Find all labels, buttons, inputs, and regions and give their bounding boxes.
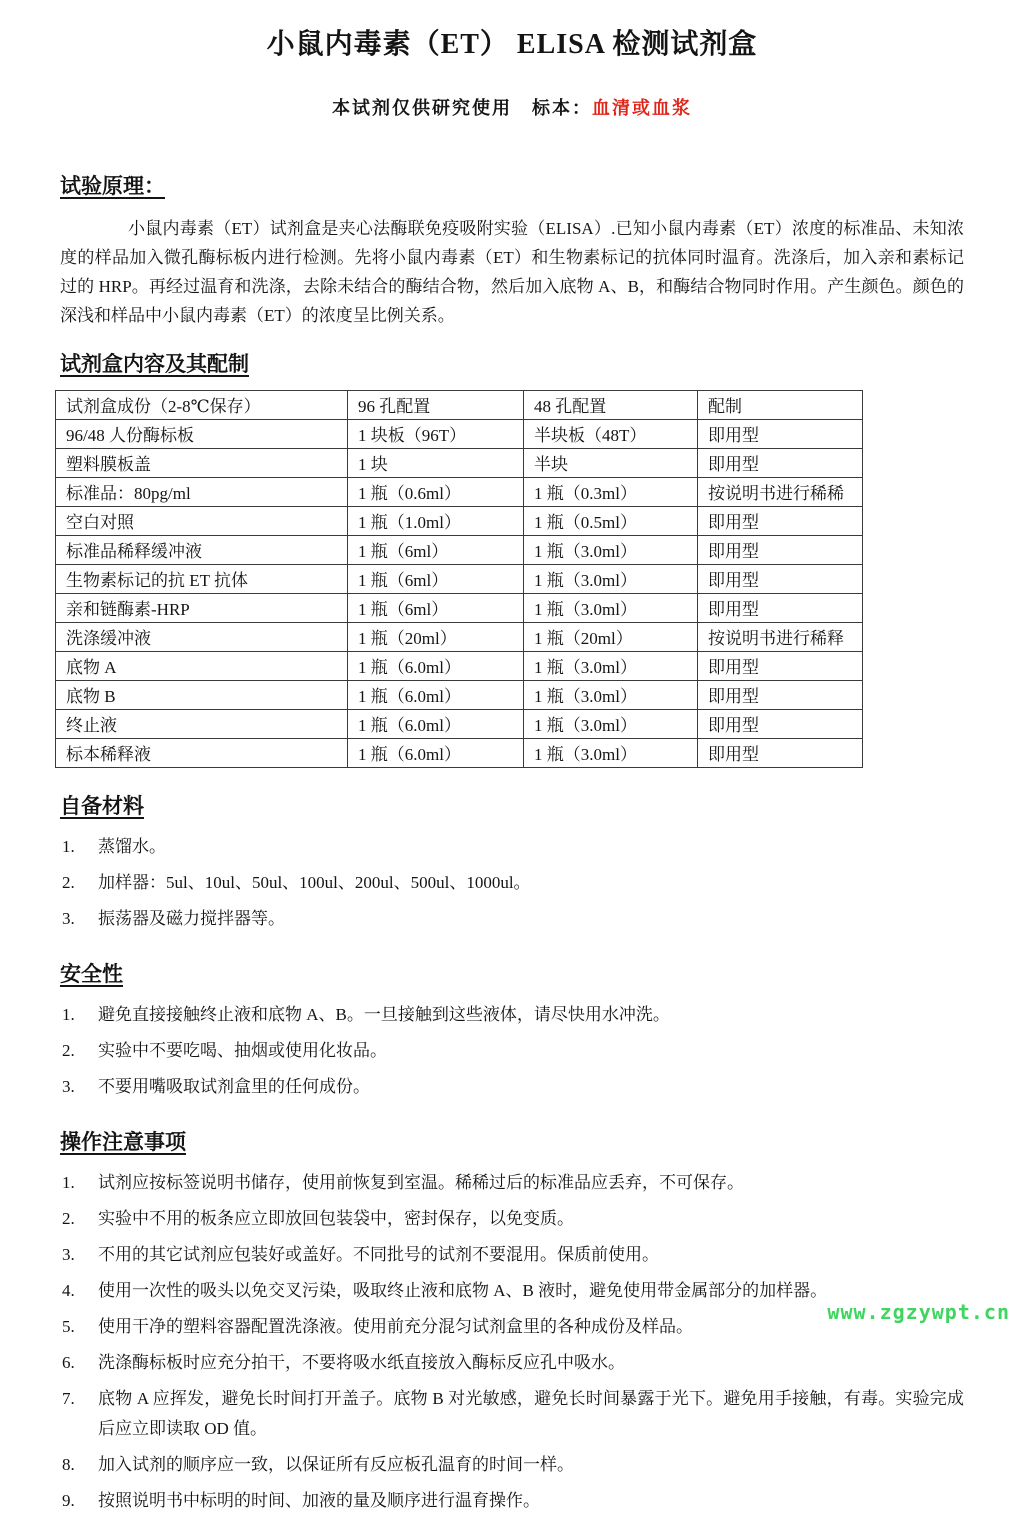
section-heading-kit-contents: 试剂盒内容及其配制 [60,352,249,376]
cell-48well: 1 瓶（20ml） [524,623,698,652]
list-item: 蒸馏水。 [98,837,166,856]
cell-preparation: 即用型 [698,565,863,594]
cell-preparation: 即用型 [698,739,863,768]
cell-preparation: 即用型 [698,449,863,478]
cell-component: 生物素标记的抗 ET 抗体 [56,565,348,594]
list-item: 按照说明书中标明的时间、加液的量及顺序进行温育操作。 [98,1491,540,1510]
document-title: 小鼠内毒素（ET） ELISA 检测试剂盒 [266,29,758,60]
subtitle-prefix: 本试剂仅供研究使用 标本： [332,98,592,118]
cell-preparation: 即用型 [698,681,863,710]
cell-96well: 1 瓶（1.0ml） [348,507,524,536]
section-heading-principle: 试验原理： [60,174,165,198]
cell-48well: 1 瓶（3.0ml） [524,652,698,681]
table-row [56,565,863,594]
cell-96well: 1 瓶（6.0ml） [348,652,524,681]
table-row [56,681,863,710]
cell-component: 96/48 人份酶标板 [56,420,348,449]
table-header-row [56,391,863,420]
cell-component: 洗涤缓冲液 [56,623,348,652]
cell-preparation: 即用型 [698,652,863,681]
list-item: 使用干净的塑料容器配置洗涤液。使用前充分混匀试剂盒里的各种成份及样品。 [98,1317,693,1336]
section-heading-safety: 安全性 [60,962,123,986]
section-heading-precautions: 操作注意事项 [60,1130,186,1154]
cell-preparation: 即用型 [698,594,863,623]
list-item: 实验中不用的板条应立即放回包装袋中，密封保存，以免变质。 [98,1209,574,1228]
col-header-preparation: 配制 [698,391,863,420]
cell-48well: 1 瓶（3.0ml） [524,536,698,565]
cell-component: 空白对照 [56,507,348,536]
list-item: 加入试剂的顺序应一致，以保证所有反应板孔温育的时间一样。 [98,1455,574,1474]
table-row [56,710,863,739]
cell-96well: 1 瓶（6.0ml） [348,739,524,768]
precautions-list [60,1168,964,1516]
list-item: 试剂应按标签说明书储存，使用前恢复到室温。稀稀过后的标准品应丢弃，不可保存。 [98,1173,744,1192]
table-row [56,478,863,507]
cell-preparation: 即用型 [698,536,863,565]
cell-component: 亲和链酶素-HRP [56,594,348,623]
cell-preparation: 即用型 [698,710,863,739]
table-row [56,420,863,449]
list-item: 不用的其它试剂应包装好或盖好。不同批号的试剂不要混用。保质前使用。 [98,1245,659,1264]
cell-preparation: 按说明书进行稀稀 [698,478,863,507]
table-row [56,652,863,681]
list-item: 加样器：5ul、10ul、50ul、100ul、200ul、500ul、1000ul。 [98,873,531,892]
cell-48well: 1 瓶（3.0ml） [524,739,698,768]
list-item: 洗涤酶标板时应充分拍干，不要将吸水纸直接放入酶标反应孔中吸水。 [98,1353,625,1372]
cell-96well: 1 瓶（0.6ml） [348,478,524,507]
principle-paragraph: 小鼠内毒素（ET）试剂盒是夹心法酶联免疫吸附实验（ELISA）.已知小鼠内毒素（ET）浓度的标准品、未知浓度的样品加入微孔酶标板内进行检测。先将小鼠内毒素（ET）和生物素标记的抗体同时温育。洗涤后，加入亲和素标记过的 HRP。再经过温育和洗涤，去除未结合的酶结合物，然后加入底物 A、B，和酶结合物同时作用。产生颜色。颜色的深浅和样品中小鼠内毒素（ET）的浓度呈比例关系。 [60,219,964,325]
cell-96well: 1 块板（96T） [348,420,524,449]
list-item: 底物 A 应挥发，避免长时间打开盖子。底物 B 对光敏感，避免长时间暴露于光下。避免用手接触，有毒。实验完成后应立即读取 OD 值。 [98,1389,964,1438]
cell-component: 底物 B [56,681,348,710]
cell-component: 终止液 [56,710,348,739]
section-heading-materials: 自备材料 [60,794,144,818]
col-header-48well: 48 孔配置 [524,391,698,420]
col-header-component: 试剂盒成份（2-8℃保存） [56,391,348,420]
list-item: 使用一次性的吸头以免交叉污染，吸取终止液和底物 A、B 液时，避免使用带金属部分的加样器。 [98,1281,828,1300]
cell-preparation: 按说明书进行稀释 [698,623,863,652]
table-row [56,594,863,623]
table-row [56,507,863,536]
cell-component: 标准品稀释缓冲液 [56,536,348,565]
cell-48well: 1 瓶（0.5ml） [524,507,698,536]
materials-list [60,832,964,934]
cell-48well: 1 瓶（3.0ml） [524,710,698,739]
cell-component: 标准品：80pg/ml [56,478,348,507]
cell-48well: 1 瓶（0.3ml） [524,478,698,507]
cell-96well: 1 瓶（6.0ml） [348,710,524,739]
cell-component: 塑料膜板盖 [56,449,348,478]
cell-component: 标本稀释液 [56,739,348,768]
watermark-url: www.zgzywpt.cn [827,1300,1010,1324]
cell-96well: 1 瓶（20ml） [348,623,524,652]
cell-96well: 1 瓶（6ml） [348,536,524,565]
list-item: 不要用嘴吸取试剂盒里的任何成份。 [98,1077,370,1096]
cell-component: 底物 A [56,652,348,681]
kit-contents-table [55,390,863,768]
cell-96well: 1 瓶（6ml） [348,594,524,623]
document-subtitle [60,94,964,120]
cell-48well: 半块板（48T） [524,420,698,449]
cell-96well: 1 瓶（6.0ml） [348,681,524,710]
table-row [56,739,863,768]
cell-preparation: 即用型 [698,507,863,536]
cell-48well: 1 瓶（3.0ml） [524,594,698,623]
list-item: 振荡器及磁力搅拌器等。 [98,909,285,928]
specimen-type-highlight: 血清或血浆 [592,98,692,118]
list-item: 避免直接接触终止液和底物 A、B。一旦接触到这些液体，请尽快用水冲洗。 [98,1005,670,1024]
safety-list [60,1000,964,1102]
cell-48well: 1 瓶（3.0ml） [524,565,698,594]
cell-48well: 1 瓶（3.0ml） [524,681,698,710]
cell-48well: 半块 [524,449,698,478]
table-row [56,536,863,565]
list-item: 实验中不要吃喝、抽烟或使用化妆品。 [98,1041,387,1060]
cell-preparation: 即用型 [698,420,863,449]
table-row [56,449,863,478]
cell-96well: 1 瓶（6ml） [348,565,524,594]
cell-96well: 1 块 [348,449,524,478]
table-row [56,623,863,652]
col-header-96well: 96 孔配置 [348,391,524,420]
